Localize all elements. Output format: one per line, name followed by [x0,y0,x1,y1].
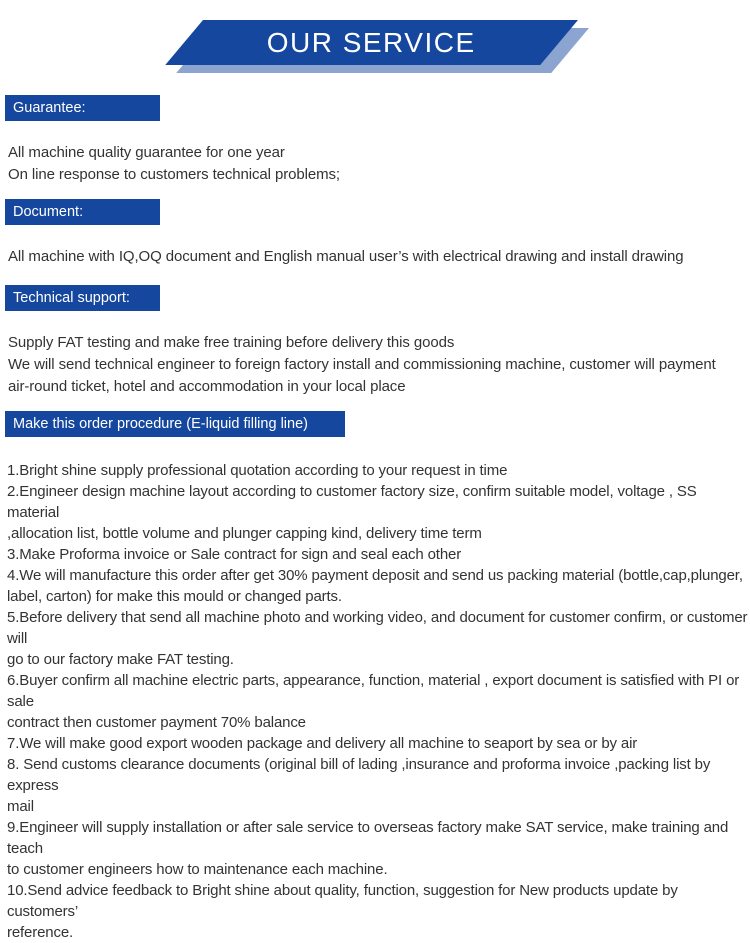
our-service-page [0,20,750,941]
procedure-step-8: 8. Send customs clearance documents (original bill of lading ,insurance and proforma invoice ,packing list by express mail [7,756,711,815]
procedure-step-5: 5.Before delivery that send all machine photo and working video, and document for customer confirm, or customer will go to our factory make FAT testing. [7,609,748,668]
procedure-step-4: 4.We will manufacture this order after get 30% payment deposit and send us packing material (bottle,cap,plunger, label, carton) for make this mould or changed parts. [7,567,743,605]
procedure-step-1: 1.Bright shine supply professional quotation according to your request in time [7,462,508,479]
order-procedure-list [7,460,750,943]
guarantee-text: All machine quality guarantee for one year On line response to customers technical problems; [8,144,340,183]
document-text: All machine with IQ,OQ document and English manual user’s with electrical drawing and install drawing [8,248,684,265]
procedure-step-6: 6.Buyer confirm all machine electric parts, appearance, function, material , export document is satisfied with PI or sale contract then customer payment 70% balance [7,672,740,731]
banner-ribbon [165,20,578,65]
procedure-step-10: 10.Send advice feedback to Bright shine about quality, function, suggestion for New products update by customers’ reference. [7,882,678,941]
service-banner [0,20,750,73]
heading-technical-support: Technical support: [5,285,160,311]
heading-guarantee: Guarantee: [5,95,160,121]
technical-support-text: Supply FAT testing and make free training before delivery this goods We will send technical engineer to foreign factory install and commissioning machine, customer will payment air-round ticket, hotel and accommodation in your local place [8,334,716,395]
procedure-step-7: 7.We will make good export wooden package and delivery all machine to seaport by sea or by air [7,735,638,752]
procedure-step-2: 2.Engineer design machine layout according to customer factory size, confirm suitable model, voltage , SS material ,allocation list, bottle volume and plunger capping kind, delivery time term [7,483,697,542]
procedure-step-3: 3.Make Proforma invoice or Sale contract for sign and seal each other [7,546,462,563]
heading-document: Document: [5,199,160,225]
heading-order-procedure: Make this order procedure (E-liquid filling line) [5,411,345,437]
page-title: OUR SERVICE [267,26,477,58]
procedure-step-9: 9.Engineer will supply installation or after sale service to overseas factory make SAT service, make training and teach to customer engineers how to maintenance each machine. [7,819,729,878]
